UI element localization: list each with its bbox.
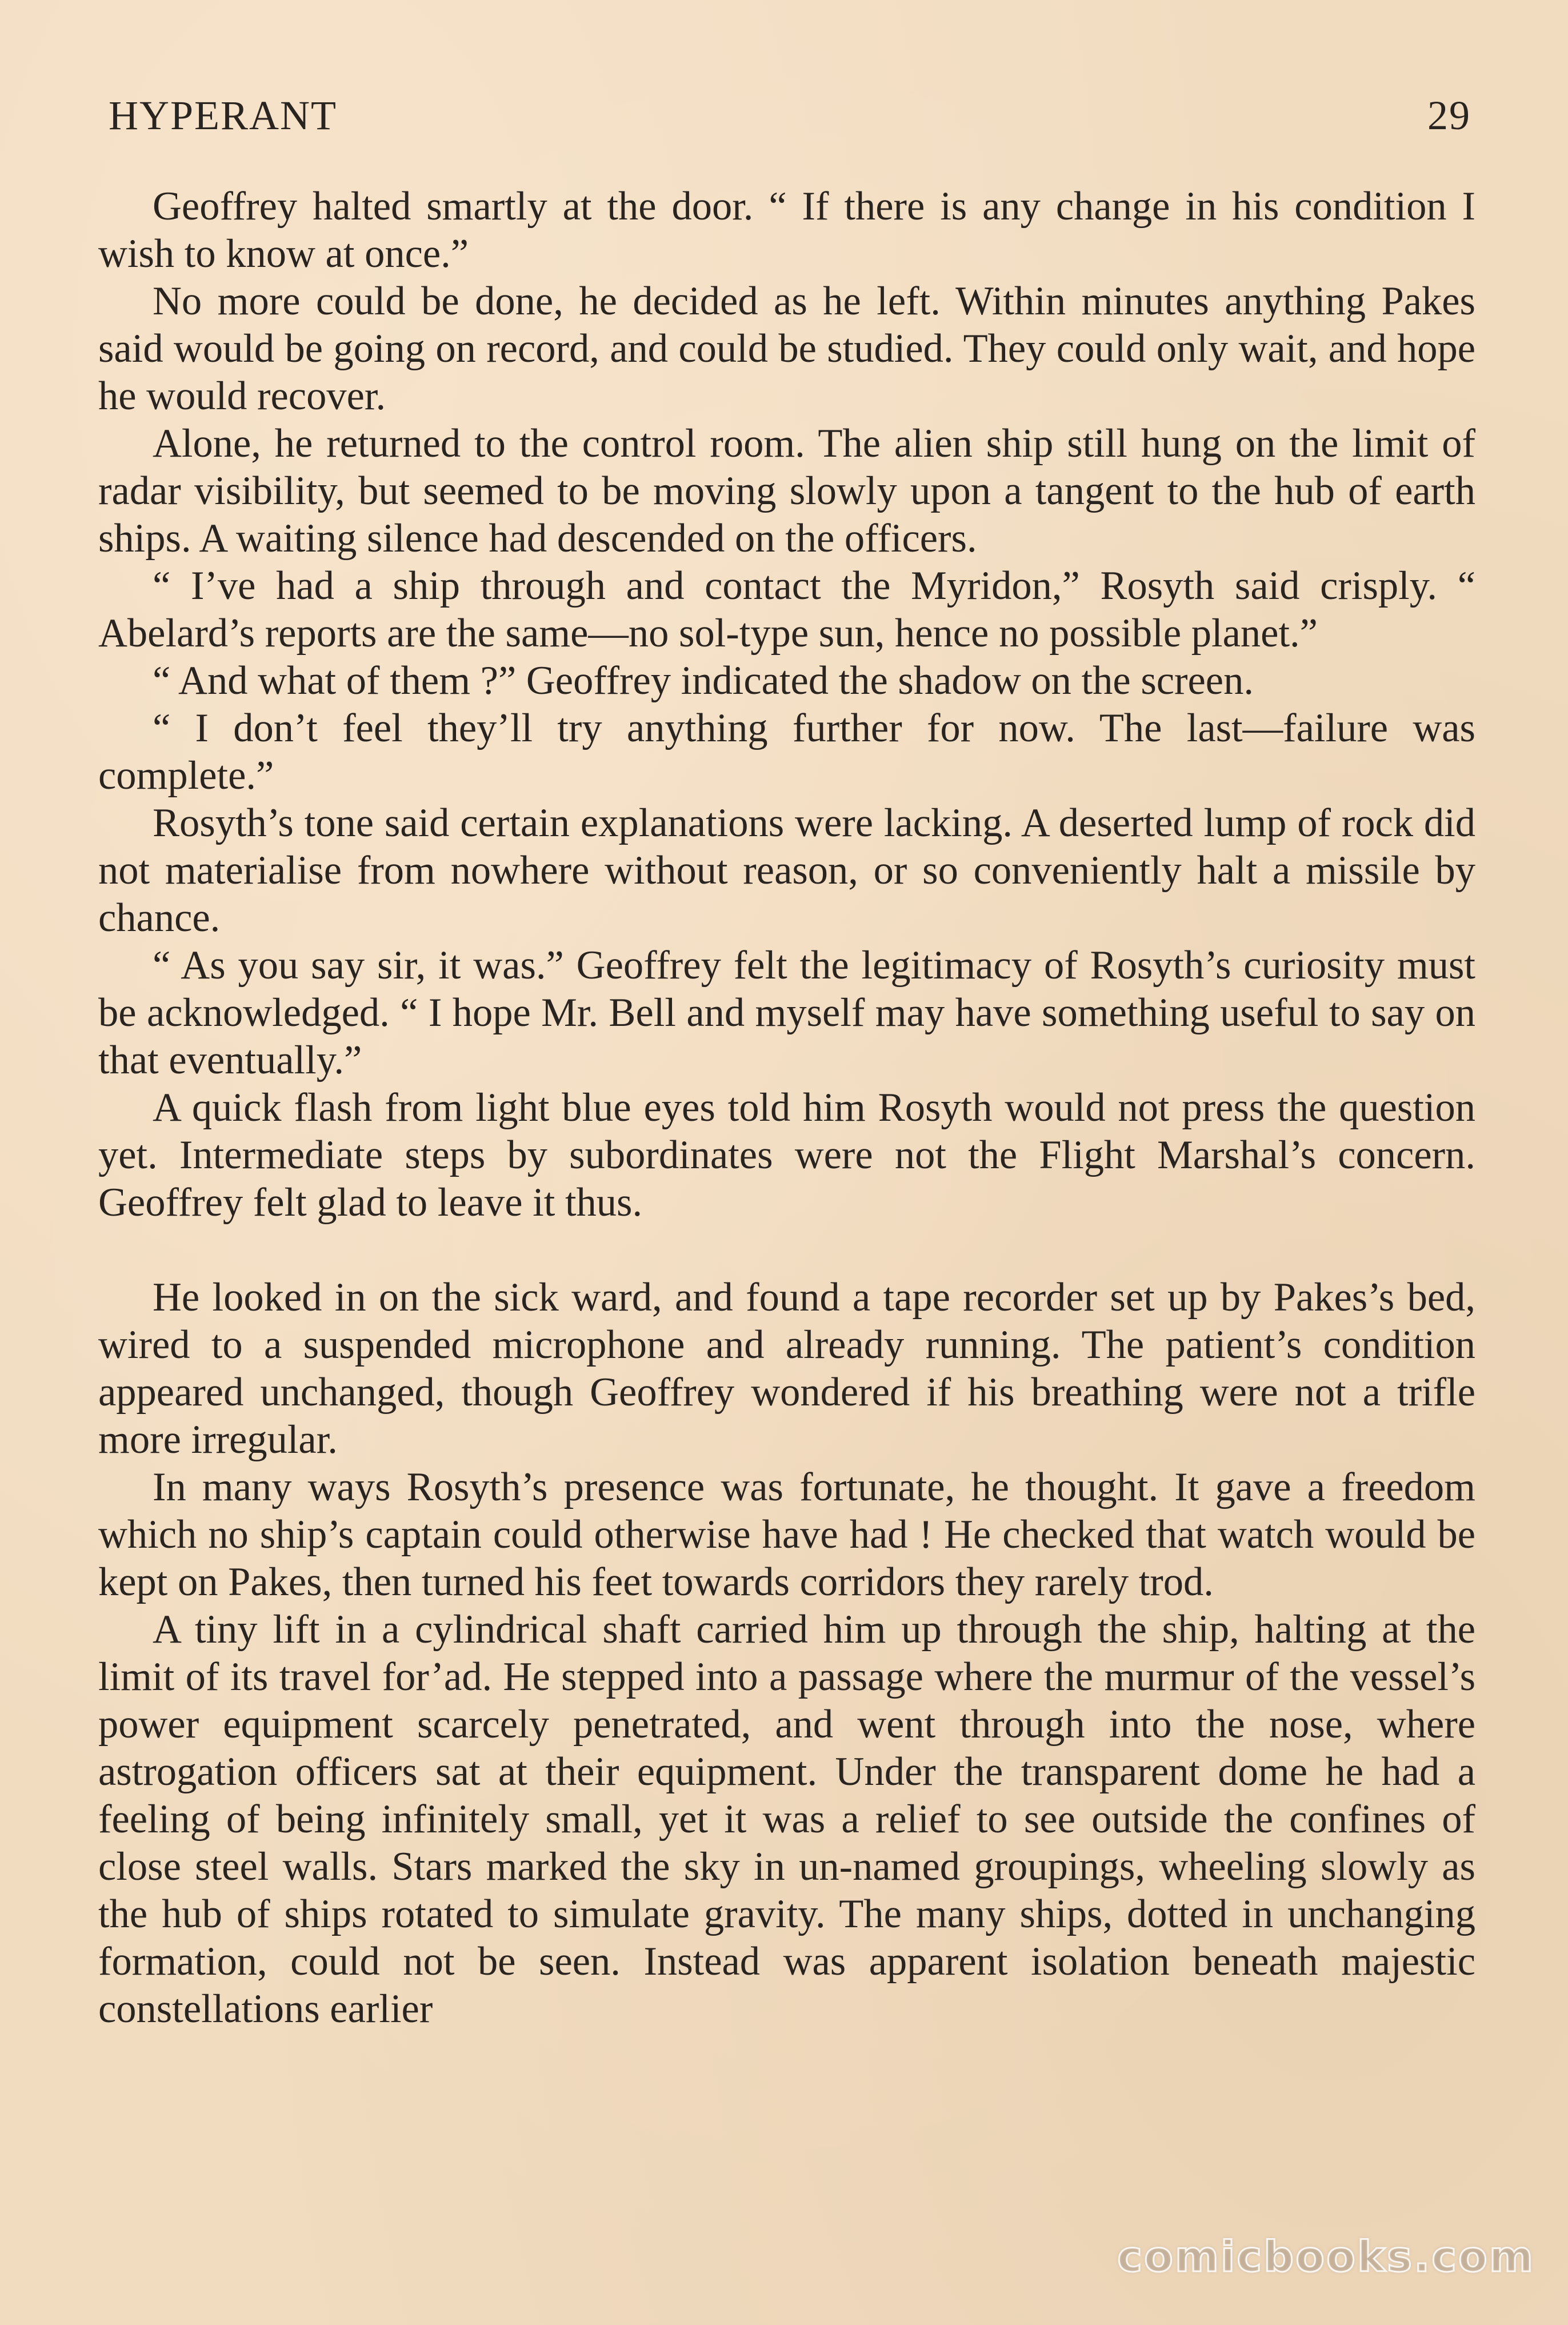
paragraph: Rosyth’s tone said certain explanations were lacking. A deserted lump of rock did not materialise from nowhere without reason, or so conveniently halt a missile by chance. [98,801,1475,940]
paragraph: A quick flash from light blue eyes told him Rosyth would not press the question yet. Intermediate steps by subordinates were not the Flight Marshal’s concern. Geoffrey felt glad to leave it thus. [98,1085,1475,1225]
paragraph: No more could be done, he decided as he left. Within minutes anything Pakes said would be going on record, and could be studied. They could only wait, and hope he would recover. [98,279,1475,418]
paragraph: In many ways Rosyth’s presence was fortunate, he thought. It gave a freedom which no ship’s captain could otherwise have had ! He checked that watch would be kept on Pakes, then turned his feet towards corridors they rarely trod. [98,1465,1475,1604]
paragraph: “ I don’t feel they’ll try anything further for now. The last—failure was complete.” [98,706,1475,798]
paragraph: Alone, he returned to the control room. The alien ship still hung on the limit of radar visibility, but seemed to be moving slowly upon a tangent to the hub of earth ships. A waiting silence had descended on the officers. [98,421,1475,561]
running-head [109,87,1471,144]
watermark-logo: comicbooks.com [1117,2232,1535,2282]
paragraph: “ And what of them ?” Geoffrey indicated the shadow on the screen. [153,658,1254,703]
paragraph: “ I’ve had a ship through and contact the Myridon,” Rosyth said crisply. “ Abelard’s reports are the same—no sol-type sun, hence no possible planet.” [98,564,1475,656]
running-head-title: HYPERANT [109,93,338,138]
paragraph: Geoffrey halted smartly at the door. “ If there is any change in his condition I wish to know at once.” [98,184,1475,276]
body-text [98,183,1475,2033]
paragraph: “ As you say sir, it was.” Geoffrey felt the legitimacy of Rosyth’s curiosity must be acknowledged. “ I hope Mr. Bell and myself may have something useful to say on that eventually.” [98,943,1475,1082]
paragraph: He looked in on the sick ward, and found a tape recorder set up by Pakes’s bed, wired to a suspended microphone and already running. The patient’s condition appeared unchanged, though Geoffrey wondered if his breathing were not a trifle more irregular. [98,1275,1475,1462]
paragraph: A tiny lift in a cylindrical shaft carried him up through the ship, halting at the limit of its travel for’ad. He stepped into a passage where the murmur of the vessel’s power equipment scarcely penetrated, and went through into the nose, where astrogation officers sat at their equipment. Under the transparent dome he had a feeling of being infinitely small, yet it was a relief to see outside the confines of close steel walls. Stars marked the sky in un-named groupings, wheeling slowly as the hub of ships rotated to simulate gravity. The many ships, dotted in unchanging formation, could not be seen. Instead was apparent isolation beneath majestic constellations earlier [98,1607,1475,2031]
page-number: 29 [1427,93,1471,138]
